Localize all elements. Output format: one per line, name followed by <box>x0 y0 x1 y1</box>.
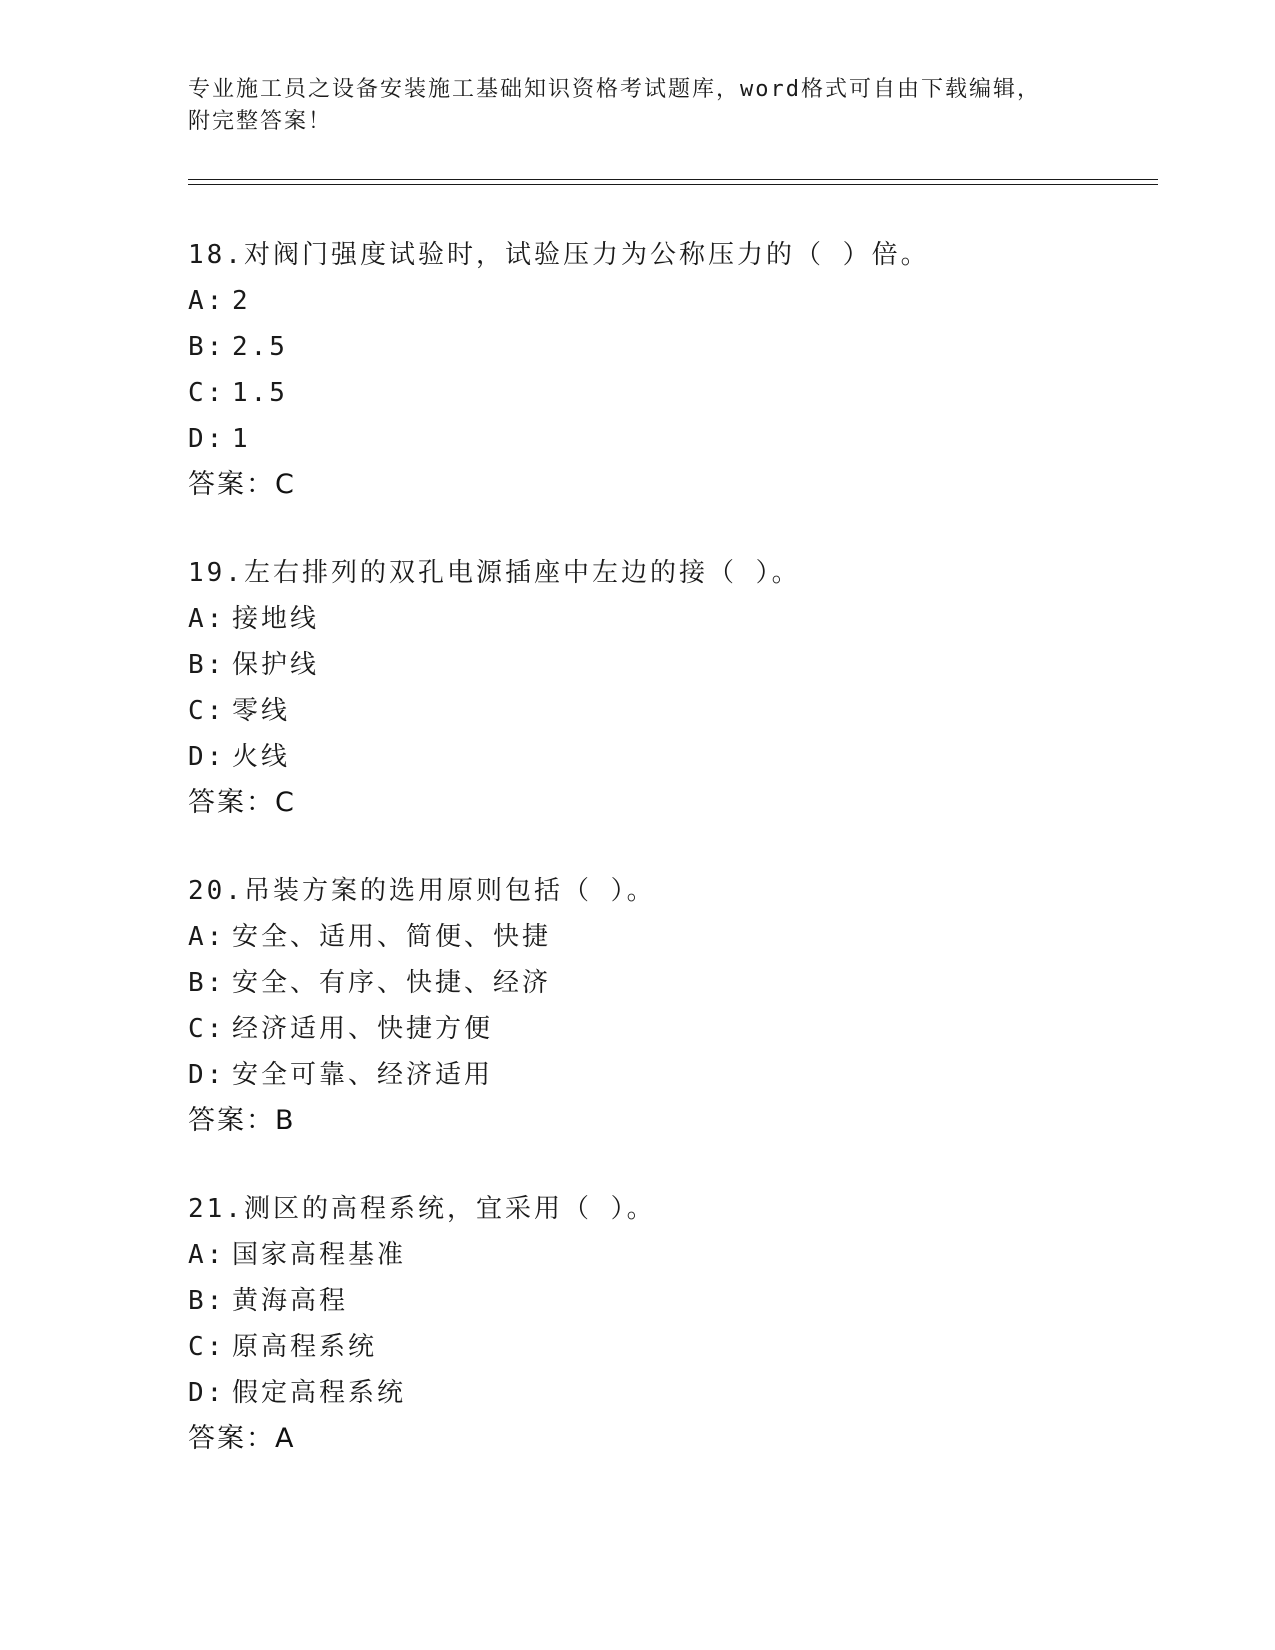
option-key: D: <box>188 424 226 454</box>
question-18 <box>188 232 1148 508</box>
option-b <box>188 642 1148 688</box>
answer-line: 答案：B <box>188 1105 296 1136</box>
option-text: 零线 <box>232 696 291 726</box>
answer-line: 答案：A <box>188 1423 296 1454</box>
question-stem: 18.对阀门强度试验时，试验压力为公称压力的（ ）倍。 <box>188 240 930 270</box>
option-d <box>188 1370 1148 1416</box>
option-key: A: <box>188 1240 226 1270</box>
option-text: 接地线 <box>232 604 320 634</box>
question-stem: 20.吊装方案的选用原则包括（ ）。 <box>188 876 656 906</box>
question-stem: 19.左右排列的双孔电源插座中左边的接（ ）。 <box>188 558 801 588</box>
option-c <box>188 1324 1148 1370</box>
option-text: 经济适用、快捷方便 <box>232 1014 494 1044</box>
option-a <box>188 596 1148 642</box>
header-line-2: 附完整答案！ <box>188 109 333 134</box>
header-line-1: 专业施工员之设备安装施工基础知识资格考试题库，word格式可自由下载编辑， <box>188 77 1041 102</box>
option-a <box>188 1232 1148 1278</box>
option-text: 2 <box>232 286 251 316</box>
option-key: C: <box>188 696 226 726</box>
document-header <box>188 74 1088 138</box>
option-key: A: <box>188 604 226 634</box>
option-a <box>188 914 1148 960</box>
option-text: 黄海高程 <box>232 1286 349 1316</box>
option-b <box>188 324 1148 370</box>
option-key: B: <box>188 1286 226 1316</box>
option-c <box>188 1006 1148 1052</box>
answer-line: 答案：C <box>188 469 296 500</box>
question-stem: 21.测区的高程系统，宜采用（ ）。 <box>188 1194 656 1224</box>
option-key: A: <box>188 922 226 952</box>
option-key: D: <box>188 1060 226 1090</box>
question-21 <box>188 1186 1148 1462</box>
option-d <box>188 1052 1148 1098</box>
option-key: B: <box>188 332 226 362</box>
option-key: B: <box>188 968 226 998</box>
option-a <box>188 278 1148 324</box>
option-text: 假定高程系统 <box>232 1378 407 1408</box>
option-text: 1 <box>232 424 251 454</box>
option-d <box>188 416 1148 462</box>
option-text: 保护线 <box>232 650 320 680</box>
option-key: D: <box>188 1378 226 1408</box>
question-20 <box>188 868 1148 1144</box>
option-d <box>188 734 1148 780</box>
option-text: 安全可靠、经济适用 <box>232 1060 494 1090</box>
option-b <box>188 1278 1148 1324</box>
header-divider-top <box>188 179 1158 180</box>
option-key: C: <box>188 378 226 408</box>
option-text: 火线 <box>232 742 291 772</box>
option-text: 2.5 <box>232 332 288 362</box>
option-b <box>188 960 1148 1006</box>
option-text: 1.5 <box>232 378 288 408</box>
option-key: B: <box>188 650 226 680</box>
option-key: C: <box>188 1014 226 1044</box>
question-19 <box>188 550 1148 826</box>
option-c <box>188 688 1148 734</box>
option-key: D: <box>188 742 226 772</box>
answer-line: 答案：C <box>188 787 296 818</box>
option-text: 安全、有序、快捷、经济 <box>232 968 552 998</box>
header-divider-bottom <box>188 184 1158 185</box>
option-text: 原高程系统 <box>232 1332 378 1362</box>
option-key: C: <box>188 1332 226 1362</box>
option-text: 国家高程基准 <box>232 1240 407 1270</box>
option-text: 安全、适用、简便、快捷 <box>232 922 552 952</box>
option-c <box>188 370 1148 416</box>
option-key: A: <box>188 286 226 316</box>
